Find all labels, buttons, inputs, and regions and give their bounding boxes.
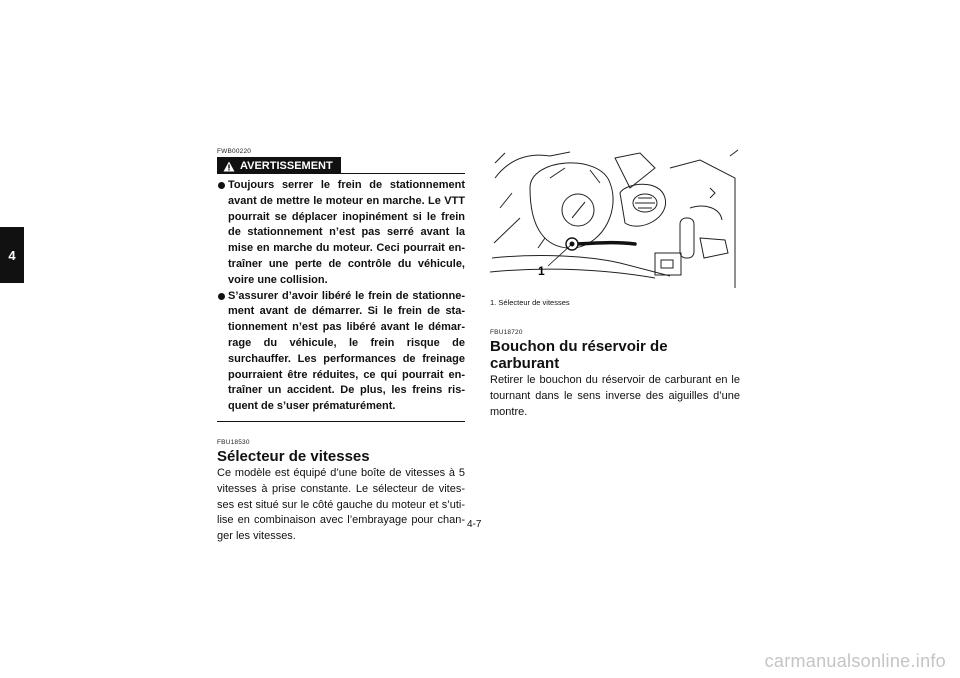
warning-end-rule [217, 421, 465, 422]
section-body: Retirer le bouchon du réservoir de carburant en le tournant dans le sens inverse des aiguilles d’une montre. [490, 374, 740, 418]
engine-drawing [490, 148, 740, 290]
warning-bullet: Toujours serrer le frein de stationnement avant de mettre le moteur en marche. Le VTT pourrait se déplacer inopinément si le frein de stationnement n’est pas serré avant la mise en marche du moteur. Ceci pourrait en-traîner une perte de contrôle du véhicule, voire une collision. [217, 178, 465, 289]
section-code: FBU18720 [490, 329, 523, 336]
warning-list [217, 178, 465, 415]
figure-caption [490, 298, 740, 307]
right-column [490, 148, 740, 420]
section-title: Sélecteur de vitesses [217, 447, 370, 465]
page-number: 4-7 [467, 519, 482, 530]
section-body: Ce modèle est équipé d’une boîte de vitesses à 5 vitesses à prise constante. Le sélecteur de vites-ses est situé sur le côté gauche du moteur et s’uti-lise en combinaison avec l’embrayage pour chan-ger les vitesses. [217, 466, 465, 543]
chapter-tab [0, 227, 24, 283]
chapter-number: 4 [8, 247, 16, 263]
warning-code: FWB00220 [217, 148, 252, 155]
figure-callout: 1 [538, 264, 545, 278]
warning-badge [217, 157, 341, 174]
warning-rule [341, 173, 465, 174]
warning-bullet: S’assurer d’avoir libéré le frein de stationne-ment avant de démarrer. Si le frein de sta-tionnement n’est pas libéré avant le démar-rage du véhicule, le frein risque de surchauffer. Les performances de freinage pourraient être réduites, ce qui pourrait en-traîner un accident. De plus, les freins ris-quent de s’user prématurément. [217, 289, 465, 415]
section-code: FBU18530 [217, 438, 250, 446]
left-column [217, 148, 465, 545]
warning-label: AVERTISSEMENT [240, 160, 333, 172]
watermark: carmanualsonline.info [764, 651, 946, 671]
gear-selector-illustration [490, 148, 740, 290]
caption-number: 1. [490, 298, 497, 307]
section-title: Bouchon du réservoir de carburant [490, 338, 668, 372]
caption-text: Sélecteur de vitesses [498, 298, 570, 307]
warning-header [217, 157, 465, 174]
warning-triangle-icon [223, 161, 235, 172]
